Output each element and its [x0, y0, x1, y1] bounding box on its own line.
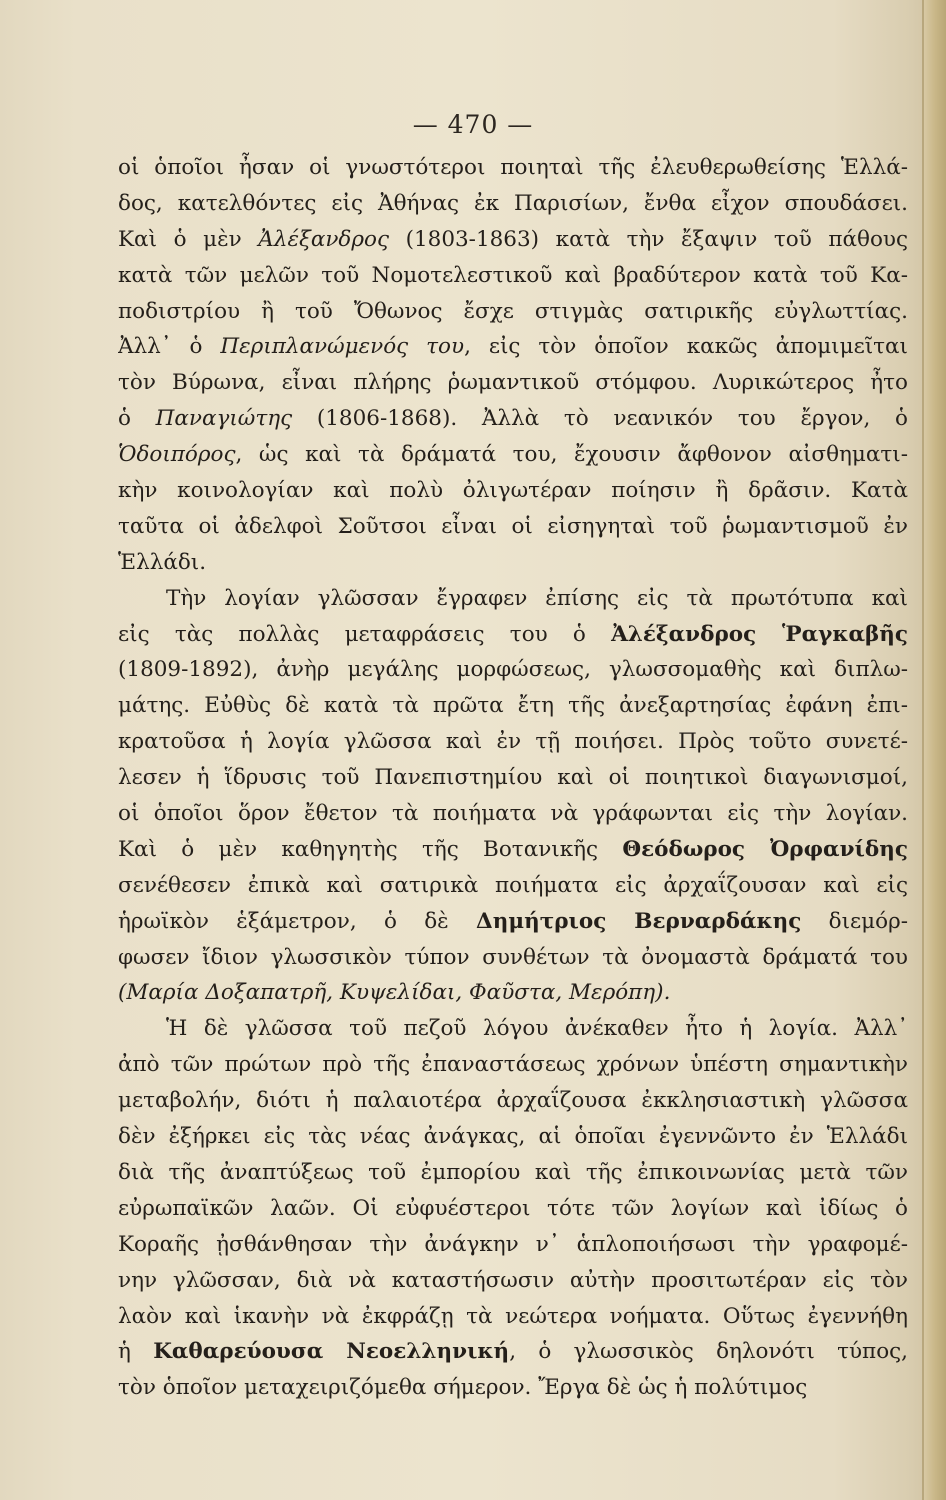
text-line: [118, 1083, 908, 1119]
text-line: [118, 401, 908, 437]
text-line: [118, 617, 908, 653]
text-line: [118, 1119, 908, 1155]
text-line: [118, 652, 908, 688]
text-line: [118, 1299, 908, 1335]
text-run: , ὡς καὶ τὰ δράματά του, ἔχουσιν ἄφθονον αἰσθηματι-: [235, 442, 908, 468]
bold-name: Δημήτριος Βερναρδάκης: [476, 908, 802, 934]
text-run: διεμόρ-: [801, 908, 908, 934]
text-line: [118, 365, 908, 401]
text-line: [118, 186, 908, 222]
text-run: μάτης. Εὐθὺς δὲ κατὰ τὰ πρῶτα ἔτη τῆς ἀνεξαρτησίας ἐφάνη ἐπι-: [118, 693, 908, 719]
italic-title: Ὁδοιπόρος: [118, 442, 236, 468]
bold-name: Ἀλέξανδρος Ῥαγκαβῆς: [611, 621, 908, 647]
italic-title: Περιπλανώμενός του: [220, 334, 465, 360]
text-line: [118, 975, 908, 1011]
text-run: κρατοῦσα ἡ λογία γλῶσσα καὶ ἐν τῇ ποιήσει. Πρὸς τοῦτο συνετέ-: [118, 729, 908, 755]
text-line: [118, 581, 908, 617]
text-run: δὲν ἐξήρκει εἰς τὰς νέας ἀνάγκας, αἱ ὁποῖαι ἐγεννῶντο ἐν Ἑλλάδι: [118, 1124, 908, 1150]
text-line: [118, 1047, 908, 1083]
text-run: ἀπὸ τῶν πρώτων πρὸ τῆς ἐπαναστάσεως χρόνων ὑπέστη σημαντικὴν: [118, 1052, 908, 1078]
text-run: ταῦτα οἱ ἀδελφοὶ Σοῦτσοι εἶναι οἱ εἰσηγηταὶ τοῦ ῥωμαντισμοῦ ἐν: [118, 513, 908, 539]
text-run: Ἡ δὲ γλῶσσα τοῦ πεζοῦ λόγου ἀνέκαθεν ἦτο ἡ λογία. Ἀλλ᾽: [166, 1016, 908, 1042]
text-line: [118, 904, 908, 940]
text-run: κὴν κοινολογίαν καὶ πολὺ ὀλιγωτέραν ποίησιν ἢ δρᾶσιν. Κατὰ: [118, 478, 908, 504]
text-run: (1806-1868). Ἀλλὰ τὸ νεανικόν του ἔργον, ὁ: [292, 406, 908, 432]
text-run: ποδιστρίου ἢ τοῦ Ὄθωνος ἔσχε στιγμὰς σατιρικῆς εὐγλωττίας.: [118, 298, 908, 324]
text-line: [118, 150, 908, 186]
text-run: Ἀλλ᾽ ὁ: [118, 334, 221, 360]
text-line: [118, 1011, 908, 1047]
text-run: διὰ τῆς ἀναπτύξεως τοῦ ἐμπορίου καὶ τῆς ἐπικοινωνίας μετὰ τῶν: [118, 1159, 908, 1185]
italic-title: Παναγιώτης: [155, 406, 293, 432]
text-run: , ὁ γλωσσικὸς δηλονότι τύπος,: [509, 1339, 908, 1365]
page-binding-edge: [924, 0, 946, 1500]
bold-name: Θεόδωρος Ὀρφανίδης: [622, 836, 908, 862]
body-text: [118, 150, 908, 1406]
text-line: [118, 294, 908, 330]
text-run: λαὸν καὶ ἱκανὴν νὰ ἐκφράζῃ τὰ νεώτερα νοήματα. Οὕτως ἐγεννήθη: [118, 1303, 908, 1329]
text-run: εὐρωπαϊκῶν λαῶν. Οἱ εὐφυέστεροι τότε τῶν λογίων καὶ ἰδίως ὁ: [118, 1195, 908, 1221]
text-line: [118, 1227, 908, 1263]
text-run: Καὶ ὁ μὲν: [118, 226, 259, 252]
italic-title: (Μαρία Δοξαπατρῆ, Κυψελίδαι, Φαῦστα, Μερόπη).: [118, 980, 671, 1006]
text-run: οἱ ὁποῖοι ἦσαν οἱ γνωστότεροι ποιηταὶ τῆς ἐλευθερωθείσης Ἑλλά-: [118, 155, 908, 180]
text-line: [118, 545, 908, 581]
page-number: — 470 —: [412, 110, 534, 139]
text-run: δος, κατελθόντες εἰς Ἀθήνας ἐκ Παρισίων, ἔνθα εἶχον σπουδάσει.: [118, 190, 908, 216]
text-run: Ἑλλάδι.: [118, 549, 207, 575]
text-run: νην γλῶσσαν, διὰ νὰ καταστήσωσιν αὐτὴν προσιτωτέραν εἰς τὸν: [118, 1267, 908, 1293]
text-line: [118, 473, 908, 509]
text-line: [118, 868, 908, 904]
text-run: ἡρωϊκὸν ἑξάμετρον, ὁ δὲ: [118, 908, 477, 934]
text-line: [118, 940, 908, 976]
text-line: [118, 724, 908, 760]
text-line: [118, 832, 908, 868]
text-line: [118, 796, 908, 832]
text-run: εἰς τὰς πολλὰς μεταφράσεις του ὁ: [118, 621, 612, 647]
text-run: (1803-1863) κατὰ τὴν ἔξαψιν τοῦ πάθους: [389, 226, 908, 252]
text-run: , εἰς τὸν ὁποῖον κακῶς ἀπομιμεῖται: [464, 334, 908, 360]
text-line: [118, 509, 908, 545]
text-line: [118, 258, 908, 294]
text-run: τὸν ὁποῖον μεταχειριζόμεθα σήμερον. Ἔργα δὲ ὡς ἡ πολύτιμος: [118, 1375, 808, 1401]
text-line: [118, 1334, 908, 1370]
text-line: [118, 437, 908, 473]
text-line: [118, 1263, 908, 1299]
text-run: φωσεν ἴδιον γλωσσικὸν τύπον συνθέτων τὰ ὀνομαστὰ δράματά του: [118, 944, 908, 970]
text-line: [118, 688, 908, 724]
text-run: τὸν Βύρωνα, εἶναι πλήρης ῥωμαντικοῦ στόμφου. Λυρικώτερος ἦτο: [118, 370, 908, 396]
bold-name: Καθαρεύουσα Νεοελληνική: [153, 1339, 510, 1365]
text-line: [118, 760, 908, 796]
italic-title: Ἀλέξανδρος: [258, 226, 389, 252]
text-line: [118, 1155, 908, 1191]
text-line: [118, 222, 908, 258]
text-line: [118, 1191, 908, 1227]
text-run: ὁ: [118, 406, 156, 432]
text-run: μεταβολήν, διότι ἡ παλαιοτέρα ἀρχαΐζουσα ἐκκλησιαστικὴ γλῶσσα: [118, 1088, 908, 1114]
text-run: Τὴν λογίαν γλῶσσαν ἔγραφεν ἐπίσης εἰς τὰ πρωτότυπα καὶ: [166, 585, 908, 611]
text-run: (1809-1892), ἀνὴρ μεγάλης μορφώσεως, γλωσσομαθὴς καὶ διπλω-: [118, 657, 908, 683]
text-line: [118, 329, 908, 365]
text-run: Καὶ ὁ μὲν καθηγητὴς τῆς Βοτανικῆς: [118, 836, 623, 862]
text-line: [118, 1370, 908, 1406]
text-run: κατὰ τῶν μελῶν τοῦ Νομοτελεστικοῦ καὶ βραδύτερον κατὰ τοῦ Κα-: [118, 262, 908, 288]
text-run: οἱ ὁποῖοι ὅρον ἔθετον τὰ ποιήματα νὰ γράφωνται εἰς τὴν λογίαν.: [118, 801, 908, 827]
text-run: σενέθεσεν ἐπικὰ καὶ σατιρικὰ ποιήματα εἰς ἀρχαΐζουσαν καὶ εἰς: [118, 872, 908, 898]
text-run: ἡ: [118, 1339, 154, 1365]
text-run: λεσεν ἡ ἵδρυσις τοῦ Πανεπιστημίου καὶ οἱ ποιητικοὶ διαγωνισμοί,: [118, 765, 908, 791]
text-run: Κοραῆς ᾐσθάνθησαν τὴν ἀνάγκην ν᾽ ἁπλοποιήσωσι τὴν γραφομέ-: [118, 1231, 908, 1257]
